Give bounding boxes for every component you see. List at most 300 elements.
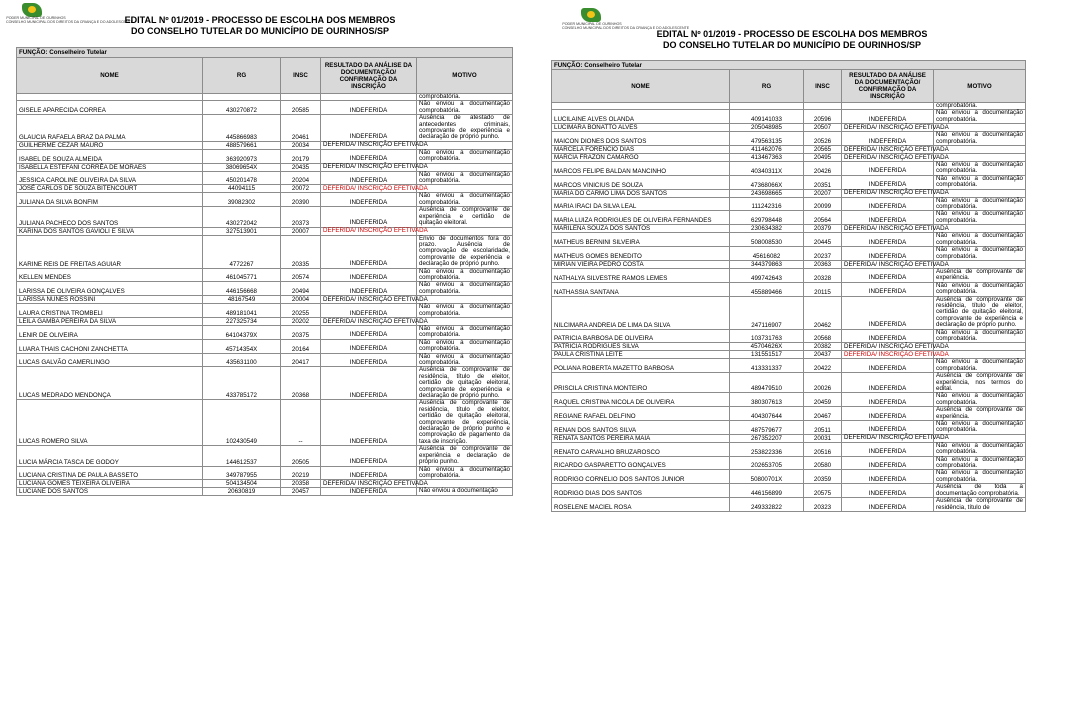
page-title: EDITAL Nº 01/2019 - PROCESSO DE ESCOLHA DOS MEMBROS DO CONSELHO TUTELAR DO MUNICÍPIO DE OURINHOS/SP (124, 15, 396, 36)
inscription-number: 20437 (804, 351, 842, 359)
candidate-name: LAURA CRISTINA TROMBELI (17, 304, 203, 318)
table-row (552, 268, 1026, 282)
result-status: INDEFERIDA (842, 442, 934, 456)
rg-value: 103731763 (730, 329, 804, 343)
inscription-number: 20204 (281, 171, 321, 185)
rg-value: 446156899 (730, 484, 804, 498)
candidate-name: RENATO CARVALHO BRUZAROSCO (552, 442, 730, 456)
rg-value: 430270872 (203, 101, 281, 115)
inscription-number: -- (281, 400, 321, 446)
rg-value: 50800701X (730, 470, 804, 484)
inscription-number: 20358 (281, 480, 321, 488)
candidate-name: JULIANA DA SILVA BONFIM (17, 193, 203, 207)
rg-value: 47368066X (730, 175, 804, 189)
candidate-name: LUCIMARA BONATTO ALVES (552, 124, 730, 132)
result-status: INDEFERIDA (321, 400, 417, 446)
inscription-number: 20335 (281, 235, 321, 268)
table-row (17, 207, 513, 227)
inscription-number: 20359 (804, 470, 842, 484)
result-status: INDEFERIDA (321, 115, 417, 142)
result-status: INDEFERIDA (321, 446, 417, 466)
candidate-name: RENAN DOS SANTOS SILVA (552, 421, 730, 435)
rg-value: 45714354X (203, 339, 281, 353)
reason-text: Não enviou a documentação comprobatória. (417, 353, 513, 367)
candidate-name: MIRIAN VIEIRA PEDRO COSTA (552, 260, 730, 268)
rg-value: 64104379X (203, 325, 281, 339)
result-status: INDEFERIDA (842, 484, 934, 498)
rg-value: 247116907 (730, 296, 804, 329)
candidate-name: LUCAS GALVÃO CAMERLINGO (17, 353, 203, 367)
reason-text: Ausência de toda a documentação comprobatória. (934, 484, 1026, 498)
result-status: INDEFERIDA (842, 132, 934, 146)
page-title: EDITAL Nº 01/2019 - PROCESSO DE ESCOLHA DOS MEMBROS DO CONSELHO TUTELAR DO MUNICÍPIO DE OURINHOS/SP (656, 29, 928, 50)
reason-text: Ausência de comprovante de experiência. (934, 407, 1026, 421)
reason-text: Não enviou a documentação comprobatória. (417, 466, 513, 480)
rg-value: 413331337 (730, 359, 804, 373)
table-row (17, 149, 513, 163)
reason-text: comprobatória. (934, 103, 1026, 110)
candidate-name: JOSÉ CARLOS DE SOUZA BITENCOURT (17, 185, 203, 193)
result-status: DEFERIDA/ INSCRIÇÃO EFETIVADA (842, 225, 934, 233)
rg-value: 205048985 (730, 124, 804, 132)
candidate-name: MARILENA SOUZA DOS SANTOS (552, 225, 730, 233)
table-row (552, 359, 1026, 373)
reason-text: Ausência de atestado de antecedentes criminais, comprovante de experiência e declaração de próprio punho. (417, 115, 513, 142)
result-status: DEFERIDA/ INSCRIÇÃO EFETIVADA (842, 189, 934, 197)
result-status: INDEFERIDA (321, 149, 417, 163)
inscription-number: 20026 (804, 373, 842, 393)
rg-value: 455889466 (730, 282, 804, 296)
rg-value: 629798448 (730, 211, 804, 225)
reason-text: Não enviou a documentação (417, 488, 513, 496)
table-row (552, 343, 1026, 351)
inscription-number: 20568 (804, 329, 842, 343)
result-status: DEFERIDA/ INSCRIÇÃO EFETIVADA (321, 317, 417, 325)
header-insc: INSC (281, 58, 321, 94)
rg-value: 479563135 (730, 132, 804, 146)
result-status: INDEFERIDA (842, 296, 934, 329)
candidate-name: MARCELA FORENCIO DIAS (552, 146, 730, 154)
reason-text: Não enviou a documentação comprobatória. (934, 470, 1026, 484)
rg-value: 430272042 (203, 207, 281, 227)
result-status: DEFERIDA/ INSCRIÇÃO EFETIVADA (321, 141, 417, 149)
candidate-name: ISABEL DE SOUZA ALMEIDA (17, 149, 203, 163)
table-row (17, 268, 513, 282)
rg-value: 40340311X (730, 162, 804, 176)
table-row (17, 353, 513, 367)
inscription-number: 20459 (804, 393, 842, 407)
inscription-number: 20564 (804, 211, 842, 225)
rg-value: 202653705 (730, 456, 804, 470)
candidate-name: MARCOS VINICIUS DE SOUZA (552, 175, 730, 189)
inscription-number: 20323 (804, 498, 842, 512)
candidate-name: MARCOS FELIPE BALDAN MANCINHO (552, 162, 730, 176)
candidate-name: RODRIGO DIAS DOS SANTOS (552, 484, 730, 498)
function-label: FUNÇÃO: Conselheiro Tutelar (17, 48, 513, 58)
table-row (552, 189, 1026, 197)
result-status: INDEFERIDA (842, 197, 934, 211)
result-status: INDEFERIDA (321, 207, 417, 227)
result-status: INDEFERIDA (842, 175, 934, 189)
candidate-name: KARINE REIS DE FREITAS AGUIAR (17, 235, 203, 268)
reason-text: Ausência de comprovante de residência, título de eleitor, certidão de quitação eleitoral, comprovante de experiência e declaração de próprio punho. (934, 296, 1026, 329)
result-status: INDEFERIDA (321, 304, 417, 318)
reason-text: Ausência de comprovante de experiência e certidão de quitação eleitoral. (417, 207, 513, 227)
reason-text: comprobatória. (417, 94, 513, 101)
table-row (552, 393, 1026, 407)
table-row (17, 488, 513, 496)
rg-value: 489181041 (203, 304, 281, 318)
function-label: FUNÇÃO: Conselheiro Tutelar (552, 61, 1026, 70)
inscription-number: 20115 (804, 282, 842, 296)
reason-text: Não enviou a documentação comprobatória. (934, 359, 1026, 373)
result-status: DEFERIDA/ INSCRIÇÃO EFETIVADA (321, 480, 417, 488)
reason-text: Não enviou a documentação comprobatória. (934, 233, 1026, 247)
candidate-name: LUCAS MEDRADO MENDONÇA (17, 367, 203, 400)
result-status (321, 94, 417, 101)
result-status: INDEFERIDA (842, 470, 934, 484)
candidate-name: JESSICA CAROLINE OLIVEIRA DA SILVA (17, 171, 203, 185)
result-status: INDEFERIDA (842, 233, 934, 247)
header-insc: INSC (804, 70, 842, 103)
candidate-name: RAQUEL CRISTINA NICOLA DE OLIVEIRA (552, 393, 730, 407)
document-page-right (542, 0, 1090, 720)
candidate-name: LARISSA NUNES ROSSINI (17, 296, 203, 304)
result-status: DEFERIDA/ INSCRIÇÃO EFETIVADA (842, 154, 934, 162)
candidate-name (552, 103, 730, 110)
result-status: DEFERIDA/ INSCRIÇÃO EFETIVADA (321, 185, 417, 193)
table-row (552, 233, 1026, 247)
reason-text: Envio de documentos fora do prazo. Ausência de comprovação de escolaridade, comprovante de experiência e declaração de próprio punho. (417, 235, 513, 268)
table-row (552, 442, 1026, 456)
rg-value: 461045771 (203, 268, 281, 282)
reason-text: Não enviou a documentação comprobatória. (417, 304, 513, 318)
inscription-number (281, 94, 321, 101)
rg-value: 249332822 (730, 498, 804, 512)
candidate-name: RICARDO GASPARETTO GONÇALVES (552, 456, 730, 470)
candidate-name: PRISCILA CRISTINA MONTEIRO (552, 373, 730, 393)
rg-value: 380307613 (730, 393, 804, 407)
rg-value: 499742643 (730, 268, 804, 282)
candidate-name: MARIA DO CARMO LIMA DOS SANTOS (552, 189, 730, 197)
result-status: INDEFERIDA (842, 359, 934, 373)
rg-value: 404307644 (730, 407, 804, 421)
rg-value: 4772267 (203, 235, 281, 268)
result-status: INDEFERIDA (321, 171, 417, 185)
reason-text: Não enviou a documentação comprobatória. (934, 456, 1026, 470)
inscription-number: 20422 (804, 359, 842, 373)
table-row (552, 407, 1026, 421)
inscription-number: 20565 (804, 146, 842, 154)
result-status: INDEFERIDA (321, 235, 417, 268)
reason-text: Não enviou a documentação comprobatória. (417, 325, 513, 339)
inscription-number: 20368 (281, 367, 321, 400)
result-status: INDEFERIDA (321, 367, 417, 400)
candidate-name: MARCIA FRAZON CAMARGO (552, 154, 730, 162)
candidate-name: LUCIA MÁRCIA TASCA DE GODOY (17, 446, 203, 466)
inscription-number: 20426 (804, 162, 842, 176)
inscription-number: 20004 (281, 296, 321, 304)
inscription-number: 20363 (804, 260, 842, 268)
rg-value: 435631100 (203, 353, 281, 367)
inscription-number: 20099 (804, 197, 842, 211)
inscription-number: 20511 (804, 421, 842, 435)
rg-value: 450201478 (203, 171, 281, 185)
rg-value: 508008530 (730, 233, 804, 247)
table-body (17, 94, 513, 496)
reason-text: Não enviou a documentação comprobatória. (934, 211, 1026, 225)
rg-value: 489479510 (730, 373, 804, 393)
candidate-name: LUARA THAIS CACHONI ZANCHETTA (17, 339, 203, 353)
candidate-name: PATRICIA BARBOSA DE OLIVEIRA (552, 329, 730, 343)
inscription-number: 20494 (281, 282, 321, 296)
table-row (552, 146, 1026, 154)
rg-value: 48167549 (203, 296, 281, 304)
inscription-number: 20202 (281, 317, 321, 325)
table-row (17, 466, 513, 480)
candidate-name: LUCAS ROMERO SILVA (17, 400, 203, 446)
inscription-number: 20467 (804, 407, 842, 421)
table-row (17, 339, 513, 353)
candidate-name: PATRICIA RODRIGUES SILVA (552, 343, 730, 351)
result-status: INDEFERIDA (321, 193, 417, 207)
candidate-name: MAICON DIONES DOS SANTOS (552, 132, 730, 146)
result-status: DEFERIDA/ INSCRIÇÃO EFETIVADA (842, 124, 934, 132)
rg-value: 45704626X (730, 343, 804, 351)
table-row (552, 456, 1026, 470)
inscription-number: 20574 (281, 268, 321, 282)
logo-caption: PODER MUNICIPAL DE OURINHOS CONSELHO MUNICIPAL DOS DIREITOS DA CRIANÇA E DO ADOLESCENTE (6, 16, 134, 24)
result-status: INDEFERIDA (842, 282, 934, 296)
inscription-number: 20382 (804, 343, 842, 351)
header-nome: NOME (17, 58, 203, 94)
result-status: INDEFERIDA (842, 373, 934, 393)
result-status: INDEFERIDA (842, 393, 934, 407)
result-status: INDEFERIDA (842, 498, 934, 512)
rg-value: 327513901 (203, 227, 281, 235)
table-row (17, 304, 513, 318)
header-motivo: MOTIVO (417, 58, 513, 94)
inscription-number: 20526 (804, 132, 842, 146)
result-status: DEFERIDA/ INSCRIÇÃO EFETIVADA (842, 260, 934, 268)
candidate-name: GLAUCIA RAFAELA BRAZ DA PALMA (17, 115, 203, 142)
rg-value: 38069654X (203, 163, 281, 171)
inscription-number: 20237 (804, 247, 842, 261)
table-row (552, 373, 1026, 393)
rg-value: 230634382 (730, 225, 804, 233)
reason-text: Não enviou a documentação comprobatória. (934, 162, 1026, 176)
result-status (842, 103, 934, 110)
table-row (17, 235, 513, 268)
inscription-number: 20495 (804, 154, 842, 162)
rg-value: 267352207 (730, 434, 804, 442)
rg-value: 131551517 (730, 351, 804, 359)
rg-value: 413467363 (730, 154, 804, 162)
candidate-name: RODRIGO CORNELIO DOS SANTOS JUNIOR (552, 470, 730, 484)
result-status: INDEFERIDA (842, 162, 934, 176)
reason-text: Ausência de comprovante de residência, título de eleitor, certidão de quitação eleitoral, comprovante de experiência e declaração de próprio punho. (417, 367, 513, 400)
header-rg: RG (730, 70, 804, 103)
rg-value: 39082302 (203, 193, 281, 207)
candidate-name: NATHALYA SILVESTRE RAMOS LEMES (552, 268, 730, 282)
reason-text: Não enviou a documentação comprobatória. (417, 193, 513, 207)
inscription-number: 20457 (281, 488, 321, 496)
result-status: INDEFERIDA (842, 456, 934, 470)
result-status: INDEFERIDA (842, 268, 934, 282)
table-row (17, 367, 513, 400)
reason-text: Não enviou a documentação comprobatória. (934, 393, 1026, 407)
inscription-number: 20575 (804, 484, 842, 498)
rg-value: 446156668 (203, 282, 281, 296)
inscription-number: 20179 (281, 149, 321, 163)
inscription-number: 20507 (804, 124, 842, 132)
rg-value: 144612537 (203, 446, 281, 466)
reason-text: Não enviou a documentação comprobatória. (417, 171, 513, 185)
rg-value: 504134504 (203, 480, 281, 488)
table-row (552, 498, 1026, 512)
table-row (552, 470, 1026, 484)
table-row (17, 400, 513, 446)
header-resultado: RESULTADO DA ANÁLISE DA DOCUMENTAÇÃO/ CONFIRMAÇÃO DA INSCRIÇÃO (321, 58, 417, 94)
inscription-number: 20461 (281, 115, 321, 142)
result-status: INDEFERIDA (321, 268, 417, 282)
result-status: INDEFERIDA (321, 339, 417, 353)
inscription-number: 20580 (804, 456, 842, 470)
candidate-name: GUILHERME CEZAR MAURO (17, 141, 203, 149)
table-row (552, 197, 1026, 211)
rg-value: 488579661 (203, 141, 281, 149)
candidate-name: ROSELENE MACIEL ROSA (552, 498, 730, 512)
table-row (17, 101, 513, 115)
reason-text: Ausência de comprovante de experiência e declaração de próprio punho. (417, 446, 513, 466)
reason-text: Não enviou a documentação comprobatória. (934, 175, 1026, 189)
result-status: INDEFERIDA (321, 466, 417, 480)
candidates-table (16, 47, 513, 496)
table-row (552, 162, 1026, 176)
reason-text: Não enviou a documentação comprobatória. (417, 101, 513, 115)
inscription-number: 20435 (281, 163, 321, 171)
candidate-name: MATHEUS GOMES BENEDITO (552, 247, 730, 261)
result-status: DEFERIDA/ INSCRIÇÃO EFETIVADA (842, 434, 934, 442)
table-row (552, 296, 1026, 329)
candidate-name: GISELE APARECIDA CORREA (17, 101, 203, 115)
table-row (552, 132, 1026, 146)
result-status: INDEFERIDA (321, 101, 417, 115)
header-rg: RG (203, 58, 281, 94)
rg-value (203, 94, 281, 101)
inscription-number (804, 103, 842, 110)
result-status: INDEFERIDA (842, 407, 934, 421)
result-status: INDEFERIDA (321, 325, 417, 339)
table-row (17, 115, 513, 142)
inscription-number: 20034 (281, 141, 321, 149)
inscription-number: 20351 (804, 175, 842, 189)
inscription-number: 20007 (281, 227, 321, 235)
result-status: INDEFERIDA (321, 488, 417, 496)
rg-value: 433785172 (203, 367, 281, 400)
result-status: INDEFERIDA (321, 282, 417, 296)
candidate-name: LARISSA DE OLIVEIRA GONÇALVES (17, 282, 203, 296)
inscription-number: 20390 (281, 193, 321, 207)
reason-text: Ausência de comprovante de experiência. (934, 268, 1026, 282)
inscription-number: 20373 (281, 207, 321, 227)
inscription-number: 20505 (281, 446, 321, 466)
candidate-name: PAULA CRISTINA LEITE (552, 351, 730, 359)
header-nome: NOME (552, 70, 730, 103)
table-row (552, 282, 1026, 296)
rg-value: 20630819 (203, 488, 281, 496)
inscription-number: 20031 (804, 434, 842, 442)
candidate-name: LUCILAINE ALVES OLANDA (552, 110, 730, 124)
candidate-name: KARINA DOS SANTOS GAVIOLI E SILVA (17, 227, 203, 235)
inscription-number: 20379 (804, 225, 842, 233)
table-row (17, 446, 513, 466)
result-status: DEFERIDA/ INSCRIÇÃO EFETIVADA (321, 296, 417, 304)
rg-value: 102430549 (203, 400, 281, 446)
table-row (552, 211, 1026, 225)
reason-text: Não enviou a documentação comprobatória. (934, 197, 1026, 211)
reason-text: Não enviou a documentação comprobatória. (934, 247, 1026, 261)
inscription-number: 20585 (281, 101, 321, 115)
reason-text: Não enviou a documentação comprobatória. (417, 149, 513, 163)
candidate-name: LUCIANA GOMES TEIXEIRA OLIVEIRA (17, 480, 203, 488)
rg-value: 243698665 (730, 189, 804, 197)
rg-value: 44094115 (203, 185, 281, 193)
reason-text: Não enviou a documentação comprobatória. (934, 132, 1026, 146)
candidates-table (551, 60, 1026, 512)
candidate-name: KELLEN MENDES (17, 268, 203, 282)
candidate-name: RENATA SANTOS PEREIRA MAIA (552, 434, 730, 442)
result-status: INDEFERIDA (321, 353, 417, 367)
table-row (552, 421, 1026, 435)
reason-text: Não enviou a documentação comprobatória. (934, 329, 1026, 343)
rg-value: 411462076 (730, 146, 804, 154)
rg-value: 409141033 (730, 110, 804, 124)
inscription-number: 20462 (804, 296, 842, 329)
candidate-name: LENIR DE OLIVEIRA (17, 325, 203, 339)
table-row (552, 175, 1026, 189)
rg-value: 227325734 (203, 317, 281, 325)
result-status: INDEFERIDA (842, 329, 934, 343)
rg-value: 344379863 (730, 260, 804, 268)
rg-value: 45616082 (730, 247, 804, 261)
table-row (17, 171, 513, 185)
candidate-name: ISABELLA ESTEFANI CORRÊA DE MORAES (17, 163, 203, 171)
inscription-number: 20516 (804, 442, 842, 456)
logo-caption: PODER MUNICIPAL DE OURINHOS CONSELHO MUNICIPAL DOS DIREITOS DA CRIANÇA E DO ADOLESCENTE (562, 22, 690, 30)
reason-text: Não enviou a documentação comprobatória. (417, 282, 513, 296)
reason-text: Não enviou a documentação comprobatória. (934, 421, 1026, 435)
candidate-name: LUCIANE DOS SANTOS (17, 488, 203, 496)
table-row (552, 110, 1026, 124)
candidate-name (17, 94, 203, 101)
rg-value: 349787955 (203, 466, 281, 480)
table-row (552, 329, 1026, 343)
table-row (17, 282, 513, 296)
candidate-name: NATHASSIA SANTANA (552, 282, 730, 296)
reason-text: Não enviou a documentação comprobatória. (934, 282, 1026, 296)
reason-text: Ausência de comprovante de residência, título de (934, 498, 1026, 512)
result-status: DEFERIDA/ INSCRIÇÃO EFETIVADA (842, 343, 934, 351)
inscription-number: 20375 (281, 325, 321, 339)
document-page-left (0, 0, 520, 720)
reason-text: Ausência de comprovante de experiência, nos termos do edital. (934, 373, 1026, 393)
reason-text: Não enviou a documentação comprobatória. (934, 110, 1026, 124)
table-row (17, 163, 513, 171)
header-resultado: RESULTADO DA ANÁLISE DA DOCUMENTAÇÃO/ CONFIRMAÇÃO DA INSCRIÇÃO (842, 70, 934, 103)
inscription-number: 20445 (804, 233, 842, 247)
table-row (17, 193, 513, 207)
